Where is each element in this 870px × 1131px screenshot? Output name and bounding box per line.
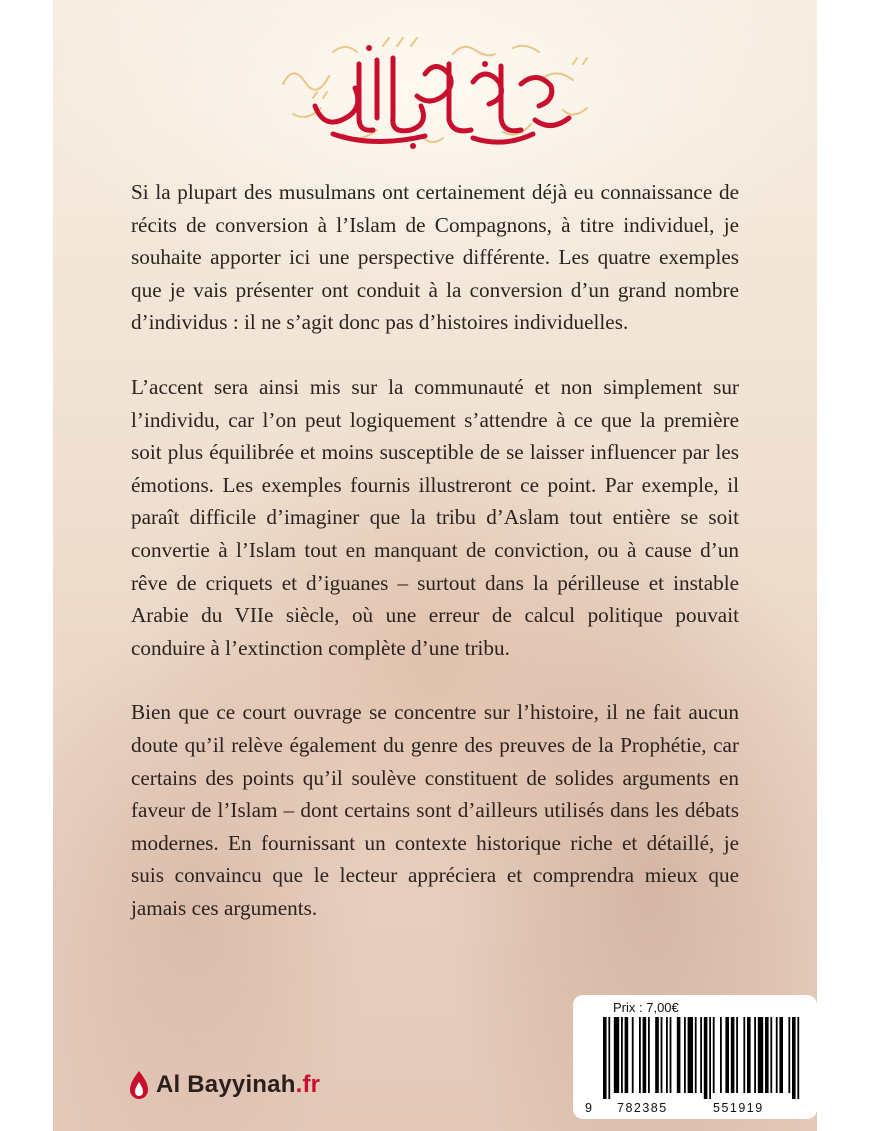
- paragraph-1: Si la plupart des musulmans ont certainement déjà eu connaissance de récits de conversion à l’Islam de Compagnons, à titre individuel, je souhaite apporter ici une perspective différente. Les quatre exemples que je vais présenter ont conduit à la conversion d’un grand nombre d’individus : il ne s’agit donc pas d’histoires individuelles.: [131, 180, 739, 335]
- barcode-bar: [765, 1017, 769, 1093]
- barcode-bar: [792, 1017, 796, 1099]
- barcode-bar: [684, 1017, 686, 1093]
- barcode-bar: [625, 1017, 629, 1093]
- barcode-bar: [770, 1017, 772, 1093]
- barcode-digits-left: 782385: [617, 1101, 668, 1115]
- publisher-domain: .fr: [295, 1071, 321, 1098]
- barcode-bar: [632, 1017, 634, 1093]
- barcode-bar: [655, 1017, 659, 1093]
- barcode-digits: [583, 1101, 807, 1115]
- calligraphy-red-strokes: [315, 58, 569, 142]
- paragraph-3: Bien que ce court ouvrage se concentre sur l’histoire, il ne fait aucun doute qu’il relève également du genre des preuves de la Prophétie, car certains des points qu’il soulève constituent de solides arguments en faveur de l’Islam – dont certains sont d’ailleurs utilisés dans les débats modernes. En fournissant un contexte historique riche et détaillé, je suis convaincu que le lecteur appréciera et comprendra mieux que jamais ces arguments.: [131, 700, 739, 920]
- barcode-bar: [788, 1017, 790, 1093]
- barcode-digits-right: 551919: [713, 1101, 764, 1115]
- publisher-name: Al Bayyinah: [156, 1071, 296, 1098]
- barcode-panel: [573, 995, 817, 1119]
- barcode-bar: [661, 1017, 663, 1093]
- barcode-bar: [700, 1017, 702, 1093]
- barcode-bar: [648, 1017, 650, 1093]
- barcode-bar: [713, 1017, 715, 1093]
- description-text: [131, 176, 739, 956]
- price-label: Prix : 7,00€: [613, 1000, 679, 1015]
- publisher-logo: [128, 1068, 320, 1102]
- arabic-calligraphy: [273, 34, 597, 152]
- barcode-bar: [643, 1017, 647, 1093]
- barcode-bar: [758, 1017, 763, 1093]
- barcode-bar: [736, 1017, 738, 1093]
- barcode-bar: [621, 1017, 623, 1093]
- barcode-bar: [709, 1017, 711, 1099]
- barcode-bar: [747, 1017, 751, 1093]
- isbn-barcode: [603, 1017, 801, 1099]
- barcode-bar: [704, 1017, 708, 1099]
- barcode-digit-first: 9: [585, 1101, 594, 1115]
- barcode-bar: [688, 1017, 693, 1093]
- barcode-bar: [779, 1017, 783, 1093]
- barcode-bar: [670, 1017, 672, 1093]
- barcode-bar: [743, 1017, 745, 1093]
- barcode-bar: [776, 1017, 778, 1093]
- barcode-bar: [639, 1017, 641, 1093]
- barcode-bar: [666, 1017, 668, 1093]
- barcode-bar: [720, 1017, 722, 1093]
- barcode-bar: [797, 1017, 799, 1099]
- barcode-bar: [614, 1017, 619, 1093]
- barcode-bar: [754, 1017, 756, 1093]
- back-cover: [53, 0, 817, 1131]
- barcode-bar: [695, 1017, 697, 1093]
- barcode-bar: [603, 1017, 607, 1099]
- barcode-bar: [731, 1017, 735, 1093]
- paragraph-2: L’accent sera ainsi mis sur la communauté et non simplement sur l’individu, car l’on peut logiquement s’attendre à ce que la première soit plus équilibrée et moins susceptible de se laisser influencer par les émotions. Les exemples fournis illustreront ce point. Par exemple, il paraît difficile d’imaginer que la tribu d’Aslam tout entière se soit convertie à l’Islam tout en manquant de conviction, ou à cause d’un rêve de criquets et d’iguanes – surtout dans la périlleuse et instable Arabie du VIIe siècle, où une erreur de calcul politique pouvait conduire à l’extinction complète d’une tribu.: [131, 374, 739, 660]
- barcode-bar: [608, 1017, 610, 1099]
- barcode-bar: [725, 1017, 729, 1093]
- barcode-bar: [677, 1017, 681, 1093]
- flame-drop-icon: [128, 1070, 150, 1100]
